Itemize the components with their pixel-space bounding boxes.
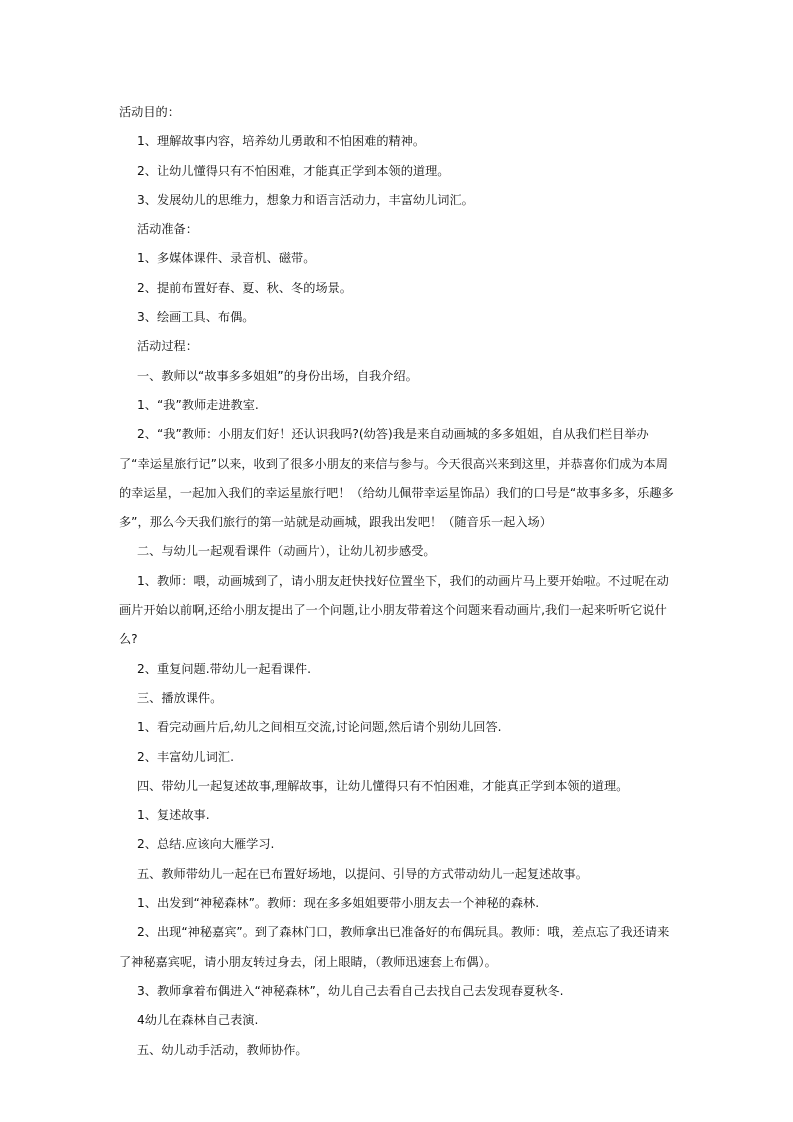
preparation-item-3: 3、绘画工具、布偶。 [137,310,255,325]
goal-item-2: 2、让幼儿懂得只有不怕困难，才能真正学到本领的道理。 [137,163,450,178]
process-step: 2、丰富幼儿词汇. [137,749,234,764]
process-step: 1、“我”教师走进教室. [137,397,259,412]
process-section-2: 二、与幼儿一起观看课件（动画片），让幼儿初步感受。 [137,544,436,559]
process-step: 2、出现“神秘嘉宾”。到了森林门口，教师拿出已准备好的布偶玩具。教师：哦，差点忘了我还请来了神秘嘉宾呢，请小朋友转过身去，闭上眼睛，（教师迅速套上布偶）。 [119,925,670,969]
heading-activity-process: 活动过程： [137,339,198,354]
process-step: 1、出发到“神秘森林”。教师：现在多多姐姐要带小朋友去一个神秘的森林. [137,896,540,911]
goal-item-3: 3、发展幼儿的思维力，想象力和语言活动力，丰富幼儿词汇。 [137,192,474,207]
document-body [119,98,679,1065]
process-step: 1、复述故事. [137,808,210,823]
process-step: 3、教师拿着布偶进入“神秘森林”，幼儿自己去看自己去找自己去发现春夏秋冬. [137,983,564,998]
heading-activity-goals: 活动目的： [119,105,180,119]
process-step: 4幼儿在森林自己表演. [137,1013,259,1028]
process-section-6: 五、幼儿动手活动，教师协作。 [137,1042,308,1057]
heading-activity-preparation: 活动准备： [137,222,198,237]
goal-item-1: 1、理解故事内容，培养幼儿勇敢和不怕困难的精神。 [137,134,426,149]
preparation-item-2: 2、提前布置好春、夏、秋、冬的场景。 [137,280,352,295]
preparation-item-1: 1、多媒体课件、录音机、磁带。 [137,251,316,266]
process-section-5: 五、教师带幼儿一起在已布置好场地，以提问、引导的方式带动幼儿一起复述故事。 [137,866,588,881]
process-step: 2、重复问题.带幼儿一起看课件. [137,661,311,676]
process-step: 2、总结.应该向大雁学习. [137,837,275,852]
process-step: 1、看完动画片后,幼儿之间相互交流,讨论问题,然后请个别幼儿回答. [137,720,502,735]
process-section-4: 四、带幼儿一起复述故事,理解故事，让幼儿懂得只有不怕困难，才能真正学到本领的道理。 [137,778,629,793]
process-step: 2、“我”教师：小朋友们好！还认识我吗?(幼答)我是来自动画城的多多姐姐，自从我们栏目举办了“幸运星旅行记”以来，收到了很多小朋友的来信与参与。今天很高兴来到这里，并恭喜你们成为本周的幸运星，一起加入我们的幸运星旅行吧！（给幼儿佩带幸运星饰品）我们的口号是“故事多多，乐趣多多”，那么今天我们旅行的第一站就是动画城，跟我出发吧！（随音乐一起入场） [119,427,674,530]
process-section-3: 三、播放课件。 [137,690,223,705]
process-section-1: 一、教师以“故事多多姐姐”的身份出场，自我介绍。 [137,368,418,383]
process-step: 1、教师：喂，动画城到了，请小朋友赶快找好位置坐下，我们的动画片马上要开始啦。不过呢在动画片开始以前啊,还给小朋友提出了一个问题,让小朋友带着这个问题来看动画片,我们一起来听听它说什么? [119,573,669,647]
